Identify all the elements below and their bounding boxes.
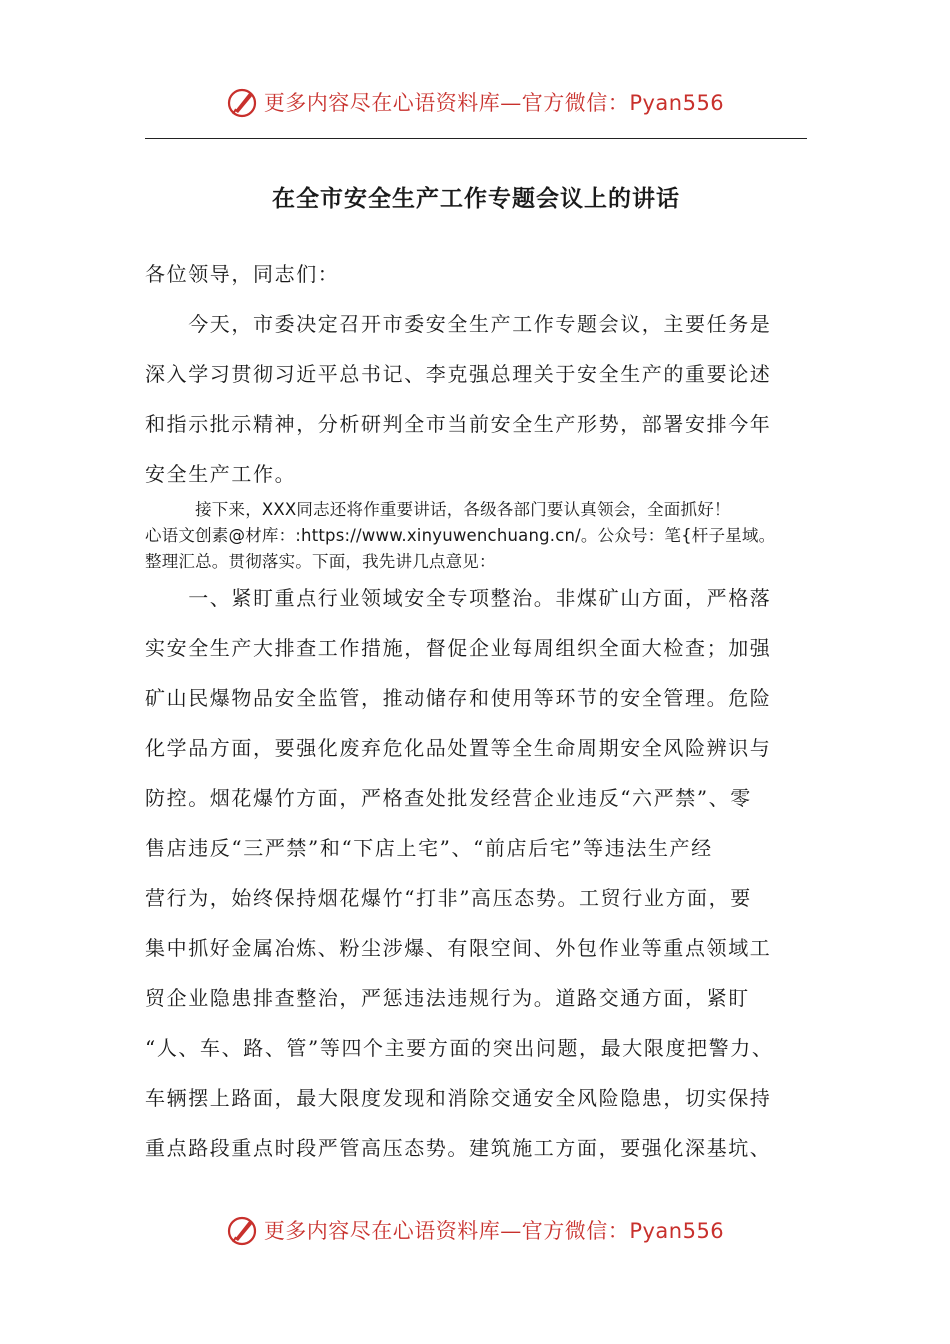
para3-line: 重点路段重点时段严管高压态势。建筑施工方面，要强化深基坑、: [145, 1136, 772, 1160]
para3-line: 矿山民爆物品安全监管，推动储存和使用等环节的安全管理。危险: [145, 686, 772, 710]
para1-line: 安全生产工作。: [145, 462, 297, 486]
footer-banner-text: 更多内容尽在心语资料库—官方微信：Pyan556: [263, 1219, 725, 1243]
header-banner: [0, 80, 950, 124]
para1-line: 今天，市委决定召开市委安全生产工作专题会议，主要任务是: [145, 312, 772, 336]
para3-line: 集中抓好金属冶炼、粉尘涉爆、有限空间、外包作业等重点领域工: [145, 936, 772, 960]
document-title: 在全市安全生产工作专题会议上的讲话: [272, 186, 680, 212]
para3-line: “人、车、路、管”等四个主要方面的突出问题，最大限度把警力、: [145, 1036, 774, 1060]
para3-line: 车辆摆上路面，最大限度发现和消除交通安全风险隐患，切实保持: [145, 1086, 772, 1110]
para1-line: 深入学习贯彻习近平总书记、李克强总理关于安全生产的重要论述: [145, 362, 772, 386]
header-divider: [145, 138, 807, 139]
header-wechat-id: Pyan556: [629, 91, 725, 115]
footer-banner: [0, 1208, 950, 1252]
para1-line: 和指示批示精神，分析研判全市当前安全生产形势，部署安排今年: [145, 412, 772, 436]
greeting: 各位领导，同志们：: [145, 262, 340, 286]
para3-line: 实安全生产大排查工作措施，督促企业每周组织全面大检查；加强: [145, 636, 772, 660]
para3-line: 化学品方面，要强化废弃危化品处置等全生命周期安全风险辨识与: [145, 736, 772, 760]
para2-line: 整理汇总。贯彻落实。下面，我先讲几点意见：: [145, 552, 496, 571]
para3-line: 防控。烟花爆竹方面，严格查处批发经营企业违反“六严禁”、零: [145, 786, 752, 810]
para2-line: 心语文创素@材库：:https://www.xinyuwenchuang.cn/。公众号：笔{杆子星域。: [145, 526, 776, 545]
para3-line: 营行为，始终保持烟花爆竹“打非”高压态势。工贸行业方面，要: [145, 886, 752, 910]
para3-line: 一、紧盯重点行业领域安全专项整治。非煤矿山方面，严格落: [145, 586, 772, 610]
para2-line: 接下来，XXX同志还将作重要讲话，各级各部门要认真领会，全面抓好！: [145, 500, 731, 519]
header-banner-text: 更多内容尽在心语资料库—官方微信：Pyan556: [263, 91, 725, 115]
quill-logo-icon: [226, 1213, 260, 1247]
quill-logo-icon: [226, 85, 260, 119]
para3-line: 贸企业隐患排查整治，严惩违法违规行为。道路交通方面，紧盯: [145, 986, 750, 1010]
para3-line: 售店违反“三严禁”和“下店上宅”、“前店后宅”等违法生产经: [145, 836, 713, 860]
footer-wechat-id: Pyan556: [629, 1219, 725, 1243]
